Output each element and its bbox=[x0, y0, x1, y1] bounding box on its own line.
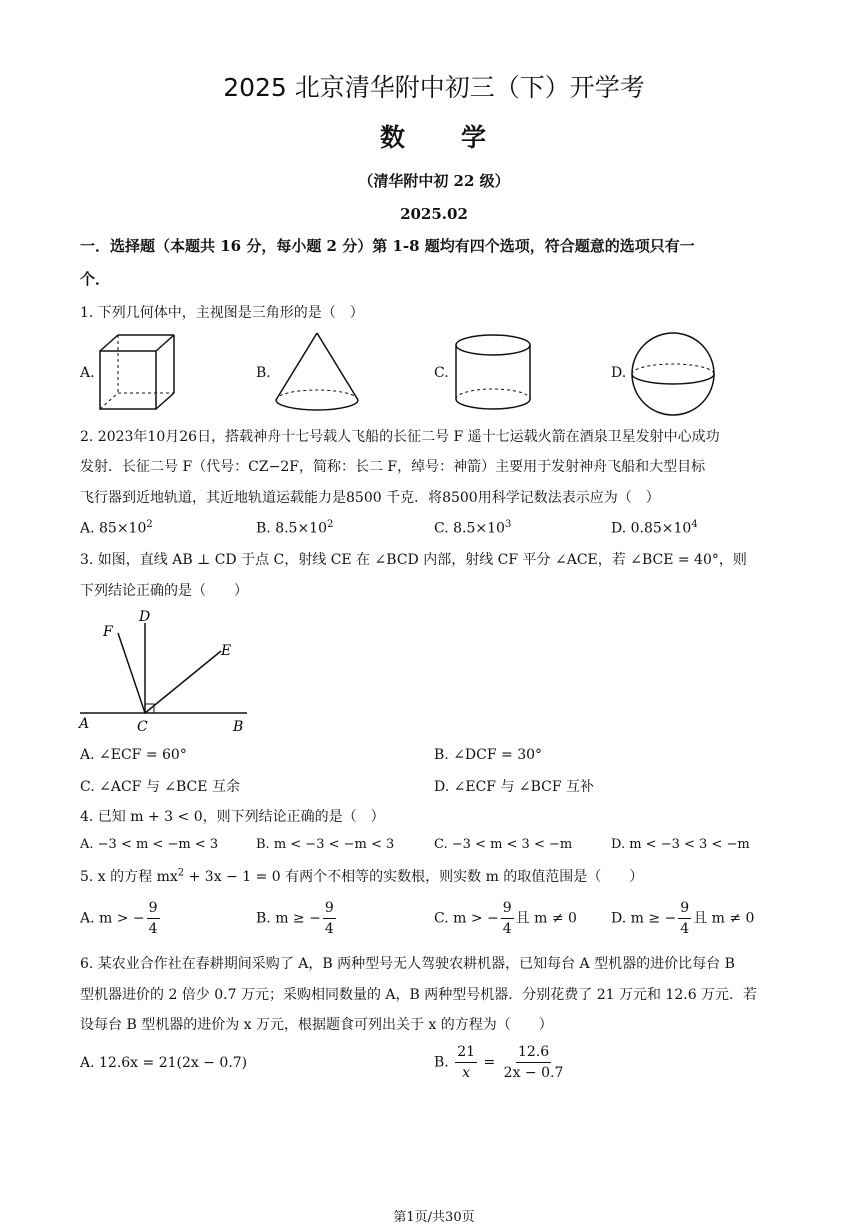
label-c: C bbox=[137, 719, 148, 735]
q3-option-d: D. ∠ECF 与 ∠BCF 互补 bbox=[434, 779, 595, 795]
school-label: （清华附中初 22 级） bbox=[358, 172, 510, 190]
q4-stem: 4. 已知 m + 3 < 0，则下列结论正确的是（ ） bbox=[80, 809, 385, 825]
q4-option-a: A. −3 < m < −m < 3 bbox=[80, 837, 219, 852]
q6-line2: 型机器进价的 2 倍少 0.7 万元；采购相同数量的 A，B 两种型号机器．分别花费了 21 万元和 12.6 万元．若 bbox=[80, 987, 758, 1003]
q1-stem: 1. 下列几何体中，主视图是三角形的是（ ） bbox=[80, 305, 364, 321]
q5-option-d: D. m ≥ − $\frac{9}{4}$ 且 m ≠ 0 bbox=[611, 900, 755, 937]
sphere-icon bbox=[628, 330, 718, 418]
section-heading: 一．选择题（本题共 16 分，每小题 2 分）第 1-8 题均有四个选项，符合题意的选项只有一 bbox=[80, 237, 695, 255]
q2-line1: 2. 2023年10月26日，搭载神舟十七号载人飞船的长征二号 F 遥十七运载火箭在酒泉卫星发射中心成功 bbox=[80, 429, 720, 445]
q3-line1: 3. 如图，直线 AB ⊥ CD 于点 C，射线 CE 在 ∠BCD 内部，射线 CF 平分 ∠ACE，若 ∠BCE = 40°，则 bbox=[80, 552, 747, 568]
q1-option-b-label: B. bbox=[256, 365, 271, 381]
label-e: E bbox=[221, 643, 232, 659]
q4-option-b: B. m < −3 < −m < 3 bbox=[256, 837, 395, 852]
q3-option-c: C. ∠ACF 与 ∠BCE 互余 bbox=[80, 779, 240, 795]
q1-option-c-label: C. bbox=[434, 365, 449, 381]
label-a: A bbox=[79, 716, 90, 732]
q3-option-a: A. ∠ECF = 60° bbox=[80, 747, 187, 763]
q4-option-c: C. −3 < m < 3 < −m bbox=[434, 837, 573, 852]
q3-angle-figure bbox=[75, 605, 265, 740]
q6-option-b: B. $\frac{21}{x}$ = $\frac{12.6}{2x - 0.7}$ bbox=[434, 1044, 564, 1081]
q3-option-b: B. ∠DCF = 30° bbox=[434, 747, 543, 763]
section-heading-cont: 个． bbox=[80, 270, 111, 288]
q5-option-c: C. m > − $\frac{9}{4}$ 且 m ≠ 0 bbox=[434, 900, 577, 937]
q1-option-a-label: A. bbox=[80, 365, 95, 381]
q6-option-a: A. 12.6x = 21(2x − 0.7) bbox=[80, 1055, 248, 1071]
q6-line3: 设每台 B 型机器的进价为 x 万元，根据题食可列出关于 x 的方程为（ ） bbox=[80, 1017, 553, 1033]
q3-line2: 下列结论正确的是（ ） bbox=[80, 583, 248, 599]
subject-title: 数 学 bbox=[379, 123, 488, 152]
q4-option-d: D. m < −3 < 3 < −m bbox=[611, 837, 750, 852]
q2-option-c: C. $8.5\times 10^3$ bbox=[434, 519, 512, 537]
q2-line3: 飞行器到近地轨道，其近地轨道运载能力是8500 千克．将8500用科学记数法表示应为（ ） bbox=[80, 490, 660, 506]
cone-icon bbox=[272, 330, 362, 415]
ray-cf bbox=[118, 633, 145, 713]
q1-option-d-label: D. bbox=[611, 365, 627, 381]
q2-option-a: A. $85\times 10^2$ bbox=[80, 519, 153, 537]
q6-line1: 6. 某农业合作社在春耕期间采购了 A，B 两种型号无人驾驶农耕机器，已知每台 A 型机器的进价比每台 B bbox=[80, 956, 735, 972]
cylinder-icon bbox=[452, 333, 534, 413]
page-title: 2025 北京清华附中初三（下）开学考 bbox=[223, 73, 645, 102]
label-b: B bbox=[233, 719, 244, 735]
page-number: 第1页/共30页 bbox=[393, 1210, 475, 1225]
q2-option-b: B. $8.5\times 10^2$ bbox=[256, 519, 334, 537]
cube-icon bbox=[98, 333, 178, 413]
q2-line2: 发射．长征二号 F（代号：CZ−2F，简称：长二 F，绰号：神箭）主要用于发射神舟飞船和大型目标 bbox=[80, 459, 706, 475]
label-d: D bbox=[139, 609, 151, 625]
ray-ce bbox=[145, 651, 221, 713]
q5-stem: 5. x 的方程 $mx^2 + 3x - 1 = 0$ 有两个不相等的实数根，则实数 m 的取值范围是（ ） bbox=[80, 867, 644, 885]
label-f: F bbox=[103, 624, 113, 640]
exam-date: 2025.02 bbox=[400, 205, 468, 223]
q5-option-a: A. m > − $\frac{9}{4}$ bbox=[80, 900, 158, 937]
q5-option-b: B. m ≥ − $\frac{9}{4}$ bbox=[256, 900, 334, 937]
q2-option-d: D. $0.85\times 10^4$ bbox=[611, 519, 698, 537]
